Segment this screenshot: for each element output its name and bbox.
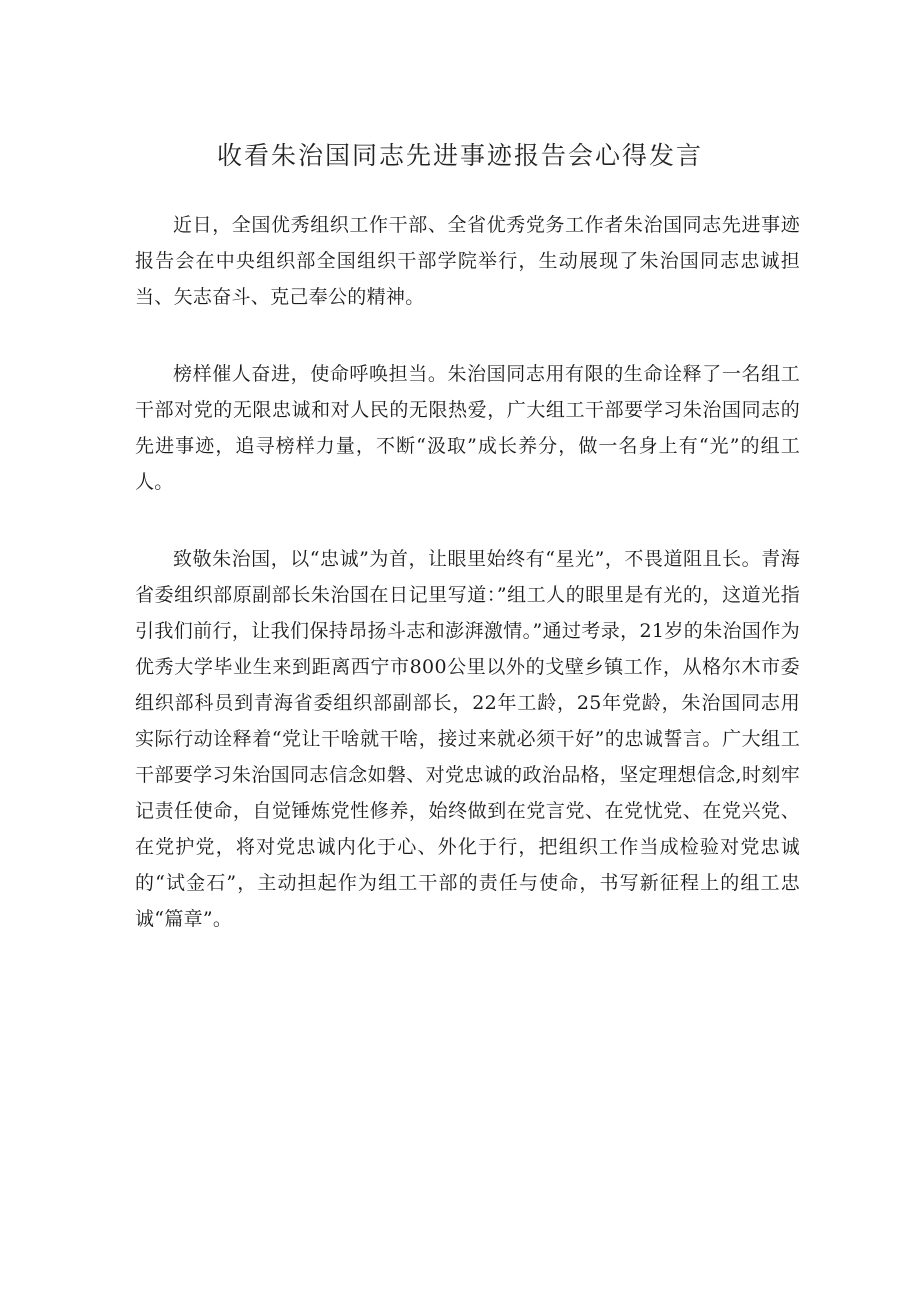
document-body [135, 207, 800, 978]
paragraph-role-model: 榜样催人奋进，使命呼唤担当。朱治国同志用有限的生命诠释了一名组工干部对党的无限忠诚和对人民的无限热爱，广大组工干部要学习朱治国同志的先进事迹，追寻榜样力量，不断“汲取”成长养分，做一名身上有“光”的组工人。 [135, 363, 800, 493]
paragraph-loyalty: 致敬朱治国，以“忠诚”为首，让眼里始终有“星光”，不畏道阻且长。青海省委组织部原副部长朱治国在日记里写道：”组工人的眼里是有光的，这道光指引我们前行，让我们保持昂扬斗志和澎湃激情。”通过考录，21岁的朱治国作为优秀大学毕业生来到距离西宁市800公里以外的戈壁乡镇工作，从格尔木市委组织部科员到青海省委组织部副部长，22年工龄，25年党龄，朱治国同志用实际行动诠释着“党让干啥就干啥，接过来就必须干好”的忠诚誓言。广大组工干部要学习朱治国同志信念如磐、对党忠诚的政治品格，坚定理想信念,时刻牢记责任使命，自觉锤炼党性修养，始终做到在党言党、在党忧党、在党兴党、在党护党，将对党忠诚内化于心、外化于行，把组织工作当成检验对党忠诚的“试金石”，主动担起作为组工干部的责任与使命，书写新征程上的组工忠诚“篇章”。 [135, 548, 800, 930]
document-title: 收看朱治国同志先进事迹报告会心得发言 [216, 141, 703, 170]
paragraph-intro: 近日，全国优秀组织工作干部、全省优秀党务工作者朱治国同志先进事迹报告会在中央组织部全国组织干部学院举行，生动展现了朱治国同志忠诚担当、矢志奋斗、克己奉公的精神。 [135, 214, 800, 308]
